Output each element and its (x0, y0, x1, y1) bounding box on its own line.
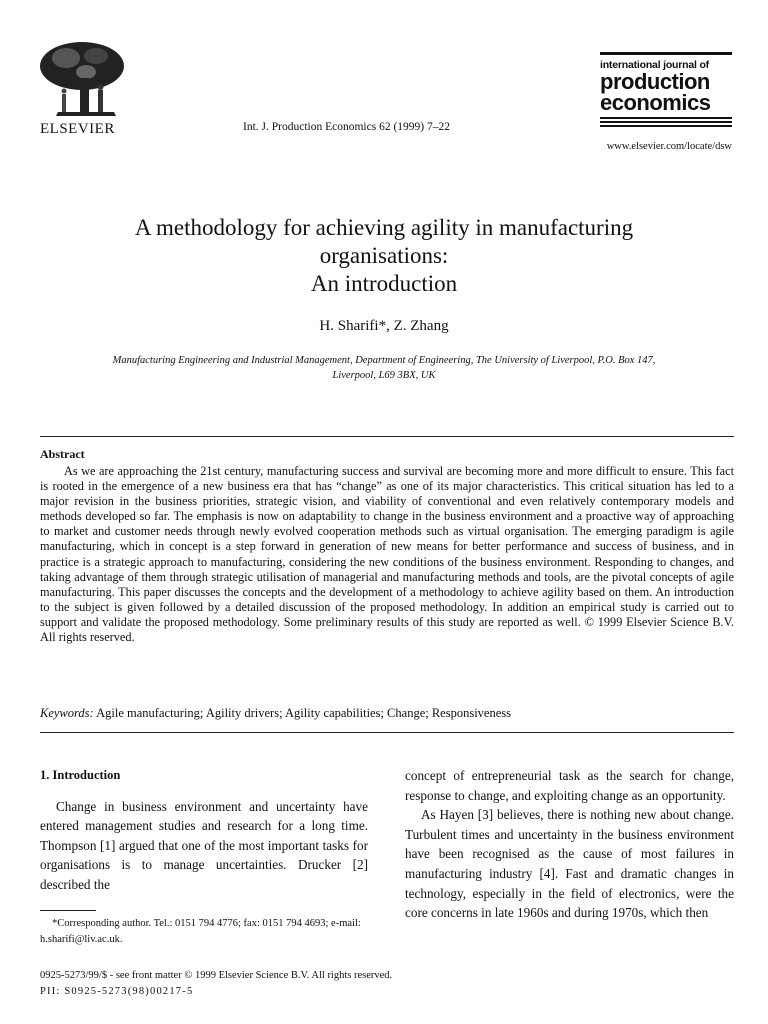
section-heading-introduction: 1. Introduction (40, 768, 121, 782)
journal-brand-line1: production (600, 69, 710, 94)
journal-brand-line2: economics (600, 90, 711, 115)
abstract-text: As we are approaching the 21st century, manufacturing success and survival are becoming more and more difficult to ensure. This fact is rooted in the emergence of a new business era that has “change” as one of its major characteristics. This critical situation has led to a major revision in the business priorities, strategic vision, and viability of conventional and even relatively contemporary models and methods developed so far. The emphasis is now on adaptability to change in the business environment and a proactive way of approaching to market and customer needs through newly evolved cooperation methods such as virtual organisation. The emerging paradigm is agile manufacturing, which in concept is a step forward in generation of new means for better performance and success of business, and in practice is a strategic approach to manufacturing, considering the new conditions of the business environment. Responding to changes, and taking advantage of them through strategic utilisation of managerial and manufacturing methods and tools, are the pivotal concepts of agile manufacturing. This paper discusses the concepts and the development of a methodology to achieve agility based on them. An introduction to the subject is given followed by a detailed discussion of the proposed methodology. In addition an empirical study is carried out to support and validate the proposed methodology. Some preliminary results of this study are reported as well. © 1999 Elsevier Science B.V. All rights reserved. (40, 464, 734, 645)
keywords-list: Agile manufacturing; Agility drivers; Agility capabilities; Change; Responsiveness (96, 706, 512, 720)
right-column (405, 766, 734, 923)
corresponding-author-footnote: *Corresponding author. Tel.: 0151 794 4776; fax: 0151 794 4693; e-mail: h.sharifi@liv.ac.uk. (40, 918, 361, 945)
footnote-rule (40, 910, 96, 911)
abstract-heading: Abstract (40, 447, 85, 461)
left-column-paragraph: Change in business environment and uncertainty have entered management studies and research for a long time. Thompson [1] argued that one of the most important tasks for organisations is to manage uncertainties. Drucker [2] described the (40, 798, 368, 892)
right-column-paragraph-1: concept of entrepreneurial task as the search for change, response to change, and exploiting change as an opportunity. (405, 768, 734, 803)
abstract-top-rule (40, 436, 734, 437)
affiliation-line-2: Liverpool, L69 3BX, UK (332, 370, 436, 381)
keywords-label: Keywords: (40, 706, 94, 720)
abstract-bottom-rule (40, 732, 734, 733)
right-column-paragraph-2: As Hayen [3] believes, there is nothing new about change. Turbulent times and uncertainty in the business environment have been recognised as the cause of most failures in manufacturing industry [4]. Fast and dramatic changes in technology, especially in the field of electronics, were the core concerns in late 1960s and during 1970s, which then (405, 807, 734, 921)
publisher-name: ELSEVIER (40, 121, 115, 137)
brand-bottom-rules (600, 117, 732, 127)
author-affiliation (40, 353, 728, 383)
journal-citation: Int. J. Production Economics 62 (1999) 7–22 (243, 121, 450, 133)
title-line-1: A methodology for achieving agility in manufacturing (134, 215, 634, 240)
title-line-2: organisations: (319, 243, 449, 268)
affiliation-line-1: Manufacturing Engineering and Industrial Management, Department of Engineering, The University of Liverpool, P.O. Box 147, (112, 355, 656, 366)
brand-top-rule (600, 52, 732, 55)
article-authors: H. Sharifi*, Z. Zhang (319, 318, 449, 334)
elsevier-tree-logo (36, 40, 128, 118)
front-matter-line: 0925-5273/99/$ - see front matter © 1999 Elsevier Science B.V. All rights reserved. (40, 970, 393, 981)
left-column (40, 766, 368, 895)
article-title (40, 214, 728, 298)
copyright-footer (40, 968, 392, 1000)
pii-line: PII: S0925-5273(98)00217-5 (40, 986, 194, 997)
title-line-3: An introduction (310, 271, 458, 296)
journal-brand (600, 52, 732, 129)
journal-website-link[interactable]: www.elsevier.com/locate/dsw (606, 141, 732, 152)
journal-brand-small: international journal of (600, 59, 709, 71)
keywords (40, 706, 511, 721)
